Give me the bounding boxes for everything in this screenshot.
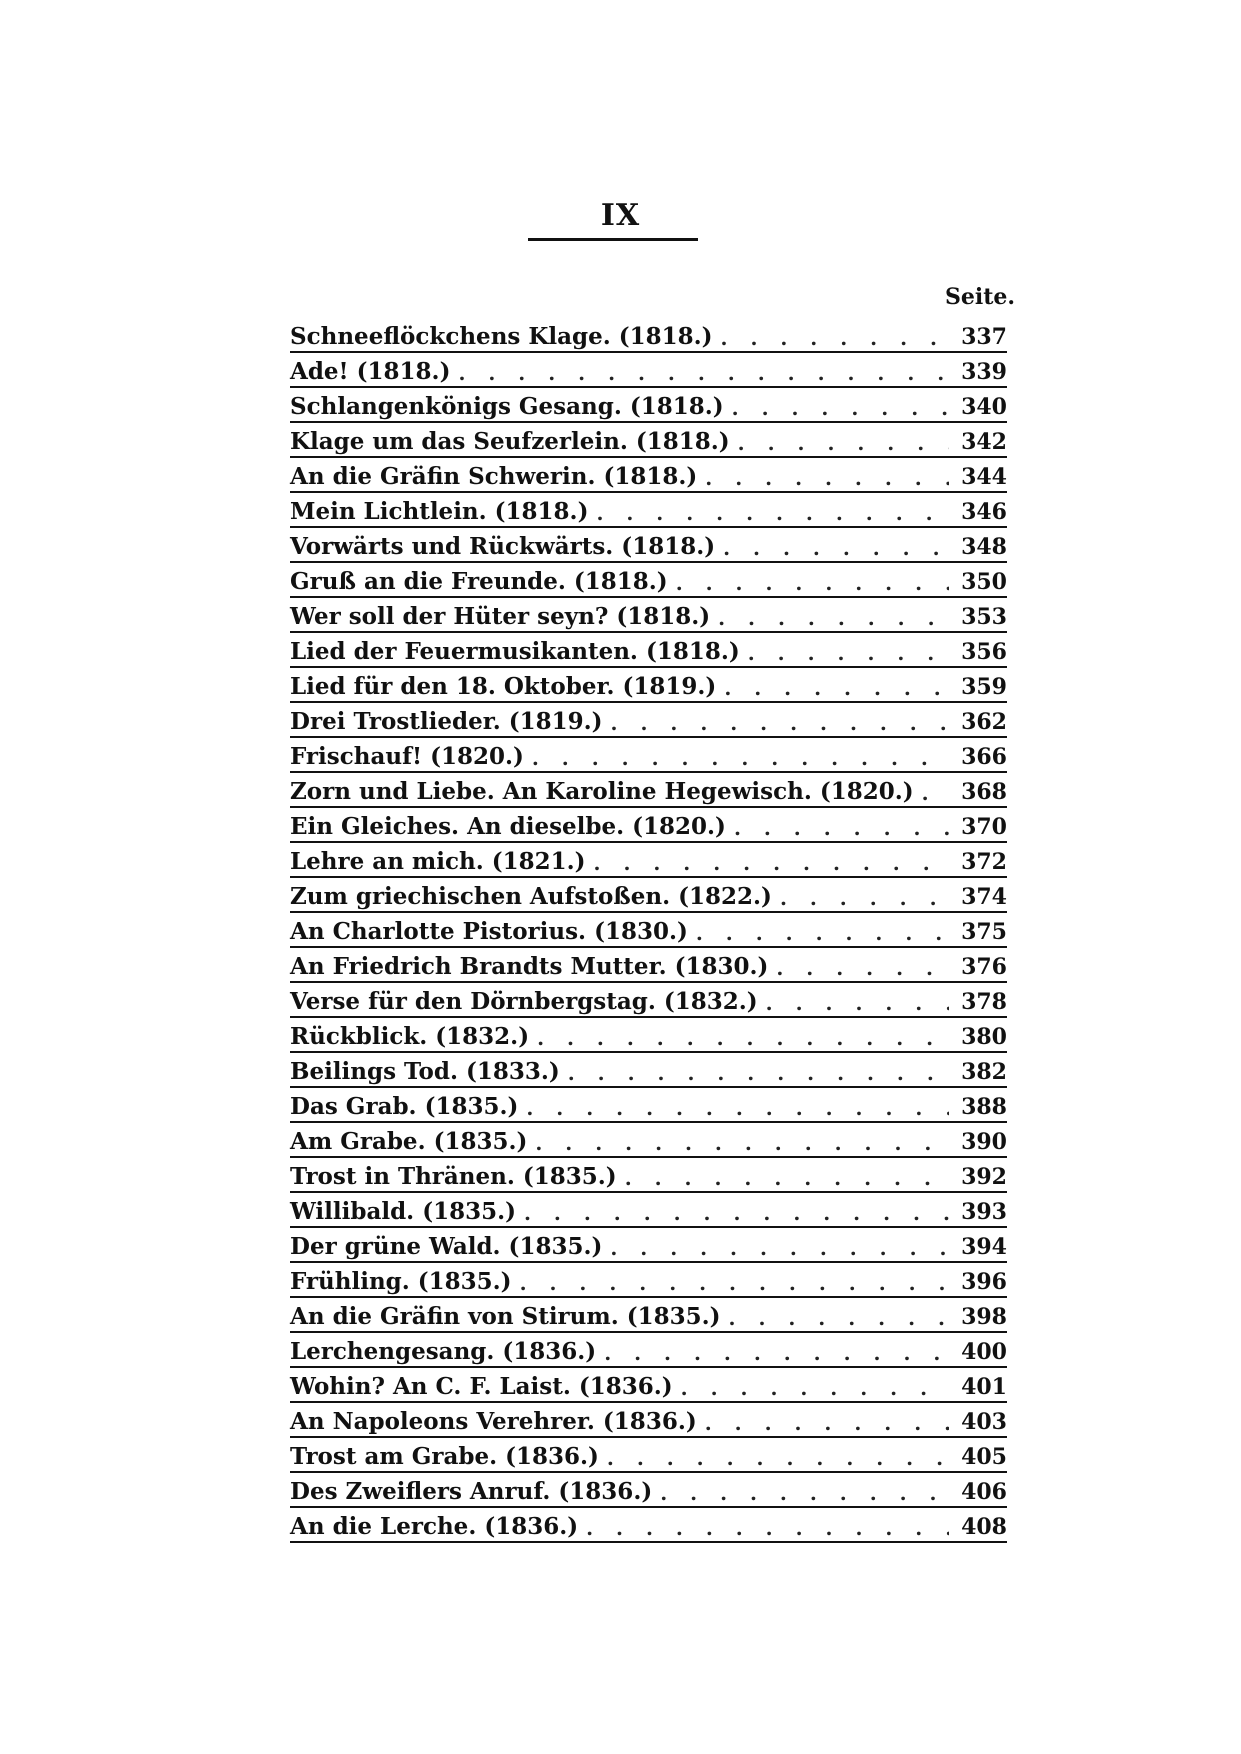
toc-entry-title: Frühling. (1835.)	[290, 1268, 512, 1295]
dot-leader	[660, 1483, 949, 1503]
toc-entry-title: Drei Trostlieder. (1819.)	[290, 708, 603, 735]
toc-entry	[290, 1438, 1007, 1473]
toc-entry	[290, 1333, 1007, 1368]
dot-leader	[922, 783, 949, 803]
toc-entry-title: Trost am Grabe. (1836.)	[290, 1443, 599, 1470]
toc-entry-page-number: 372	[961, 849, 1007, 875]
toc-entry-page-number: 356	[961, 639, 1007, 665]
dot-leader	[568, 1063, 949, 1083]
dot-leader	[611, 713, 949, 733]
dot-leader	[748, 643, 949, 663]
dot-leader	[729, 1308, 949, 1328]
toc-entry-title: Klage um das Seufzerlein. (1818.)	[290, 428, 730, 455]
toc-entry-page-number: 362	[961, 709, 1007, 735]
dot-leader	[732, 398, 949, 418]
toc-entry-page-number: 393	[961, 1199, 1007, 1225]
dot-leader	[520, 1273, 949, 1293]
toc-entry-page-number: 396	[961, 1269, 1007, 1295]
toc-entry-title: Zorn und Liebe. An Karoline Hegewisch. (1820.)	[290, 778, 914, 805]
dot-leader	[610, 1238, 949, 1258]
toc-entry-page-number: 390	[961, 1129, 1007, 1155]
toc-entry	[290, 1193, 1007, 1228]
toc-entry-page-number: 378	[961, 989, 1007, 1015]
toc-entry-page-number: 388	[961, 1094, 1007, 1120]
toc-entry-title: Verse für den Dörnbergstag. (1832.)	[290, 988, 758, 1015]
toc-entry-title: Vorwärts und Rückwärts. (1818.)	[290, 533, 716, 560]
toc-entry	[290, 1158, 1007, 1193]
dot-leader	[696, 923, 949, 943]
dot-leader	[607, 1448, 949, 1468]
toc-entry	[290, 1018, 1007, 1053]
toc-entry	[290, 1123, 1007, 1158]
toc-entry-page-number: 366	[961, 744, 1007, 770]
toc-entry-title: Wer soll der Hüter seyn? (1818.)	[290, 603, 711, 630]
toc-entry	[290, 1228, 1007, 1263]
toc-entry	[290, 318, 1007, 353]
toc-entry-title: An die Lerche. (1836.)	[290, 1513, 579, 1540]
toc-entry-title: An die Gräfin Schwerin. (1818.)	[290, 463, 698, 490]
toc-entry-page-number: 339	[961, 359, 1007, 385]
toc-entry	[290, 1473, 1007, 1508]
toc-entry-title: An Charlotte Pistorius. (1830.)	[290, 918, 688, 945]
dot-leader	[780, 888, 949, 908]
toc-entry-title: An Friedrich Brandts Mutter. (1830.)	[290, 953, 769, 980]
toc-entry-title: Ein Gleiches. An dieselbe. (1820.)	[290, 813, 726, 840]
toc-entry-title: Zum griechischen Aufstoßen. (1822.)	[290, 883, 772, 910]
toc-entry	[290, 948, 1007, 983]
toc-entry	[290, 633, 1007, 668]
toc-entry-title: An die Gräfin von Stirum. (1835.)	[290, 1303, 721, 1330]
toc-entry-title: Frischauf! (1820.)	[290, 743, 524, 770]
toc-entry-page-number: 348	[961, 534, 1007, 560]
toc-entry-page-number: 408	[961, 1514, 1007, 1540]
toc-entry	[290, 353, 1007, 388]
page-number: IX	[600, 198, 641, 233]
toc-entry	[290, 528, 1007, 563]
dot-leader	[705, 1413, 949, 1433]
dot-leader	[537, 1028, 949, 1048]
toc-entry-page-number: 368	[961, 779, 1007, 805]
toc-entry-page-number: 392	[961, 1164, 1007, 1190]
dot-leader	[681, 1378, 949, 1398]
toc-entry-title: Lied für den 18. Oktober. (1819.)	[290, 673, 717, 700]
toc-entry	[290, 423, 1007, 458]
toc-entry	[290, 1368, 1007, 1403]
toc-entry-title: Rückblick. (1832.)	[290, 1023, 530, 1050]
dot-leader	[718, 608, 949, 628]
dot-leader	[738, 433, 949, 453]
dot-leader	[526, 1098, 949, 1118]
toc-entry	[290, 493, 1007, 528]
toc-entry-page-number: 346	[961, 499, 1007, 525]
dot-leader	[625, 1168, 949, 1188]
toc-entry-page-number: 394	[961, 1234, 1007, 1260]
dot-leader	[734, 818, 949, 838]
dot-leader	[721, 328, 949, 348]
toc-entry-page-number: 370	[961, 814, 1007, 840]
toc-entry-title: Lerchengesang. (1836.)	[290, 1338, 597, 1365]
toc-entry	[290, 563, 1007, 598]
toc-entry	[290, 1088, 1007, 1123]
toc-entry-title: Schneeflöckchens Klage. (1818.)	[290, 323, 713, 350]
toc-entry-title: Der grüne Wald. (1835.)	[290, 1233, 603, 1260]
dot-leader	[594, 853, 949, 873]
toc-entry-title: Trost in Thränen. (1835.)	[290, 1163, 617, 1190]
toc-entry	[290, 913, 1007, 948]
toc-entry-page-number: 375	[961, 919, 1007, 945]
dot-leader	[532, 748, 949, 768]
toc-entry-title: Am Grabe. (1835.)	[290, 1128, 528, 1155]
toc-entry	[290, 1403, 1007, 1438]
toc-entry-title: Beilings Tod. (1833.)	[290, 1058, 560, 1085]
toc-entry	[290, 668, 1007, 703]
toc-entry-page-number: 353	[961, 604, 1007, 630]
toc-entry-title: Willibald. (1835.)	[290, 1198, 516, 1225]
toc-entry-title: Lied der Feuermusikanten. (1818.)	[290, 638, 740, 665]
toc-entry-page-number: 342	[961, 429, 1007, 455]
table-of-contents	[290, 318, 1007, 1543]
toc-entry-page-number: 350	[961, 569, 1007, 595]
toc-entry-page-number: 401	[961, 1374, 1007, 1400]
toc-entry	[290, 598, 1007, 633]
toc-entry	[290, 808, 1007, 843]
dot-leader	[723, 538, 949, 558]
toc-entry-page-number: 400	[961, 1339, 1007, 1365]
toc-entry	[290, 458, 1007, 493]
toc-entry-page-number: 344	[961, 464, 1007, 490]
toc-entry	[290, 773, 1007, 808]
dot-leader	[535, 1133, 949, 1153]
toc-entry-page-number: 403	[961, 1409, 1007, 1435]
toc-entry-title: Des Zweiflers Anruf. (1836.)	[290, 1478, 653, 1505]
toc-entry-page-number: 376	[961, 954, 1007, 980]
toc-entry-title: An Napoleons Verehrer. (1836.)	[290, 1408, 697, 1435]
toc-entry-page-number: 382	[961, 1059, 1007, 1085]
toc-entry-page-number: 340	[961, 394, 1007, 420]
toc-entry	[290, 738, 1007, 773]
dot-leader	[676, 573, 949, 593]
toc-entry-page-number: 337	[961, 324, 1007, 350]
toc-entry	[290, 843, 1007, 878]
toc-entry-title: Schlangenkönigs Gesang. (1818.)	[290, 393, 724, 420]
dot-leader	[604, 1343, 949, 1363]
toc-entry	[290, 983, 1007, 1018]
toc-entry-title: Ade! (1818.)	[290, 358, 451, 385]
dot-leader	[524, 1203, 949, 1223]
toc-entry-page-number: 398	[961, 1304, 1007, 1330]
dot-leader	[724, 678, 949, 698]
dot-leader	[458, 363, 949, 383]
column-header-seite: Seite.	[945, 284, 1016, 310]
toc-entry	[290, 1263, 1007, 1298]
toc-entry-page-number: 405	[961, 1444, 1007, 1470]
dot-leader	[586, 1518, 949, 1538]
toc-entry	[290, 1053, 1007, 1088]
dot-leader	[596, 503, 949, 523]
toc-entry-title: Lehre an mich. (1821.)	[290, 848, 586, 875]
toc-entry	[290, 703, 1007, 738]
toc-entry-page-number: 374	[961, 884, 1007, 910]
page-number-rule	[528, 238, 698, 241]
toc-entry	[290, 1508, 1007, 1543]
toc-entry-title: Das Grab. (1835.)	[290, 1093, 519, 1120]
toc-entry-title: Wohin? An C. F. Laist. (1836.)	[290, 1373, 673, 1400]
toc-entry	[290, 388, 1007, 423]
toc-entry	[290, 1298, 1007, 1333]
toc-entry	[290, 878, 1007, 913]
dot-leader	[766, 993, 949, 1013]
toc-entry-page-number: 380	[961, 1024, 1007, 1050]
dot-leader	[776, 958, 949, 978]
dot-leader	[705, 468, 949, 488]
toc-entry-page-number: 406	[961, 1479, 1007, 1505]
toc-entry-title: Mein Lichtlein. (1818.)	[290, 498, 589, 525]
toc-entry-title: Gruß an die Freunde. (1818.)	[290, 568, 668, 595]
toc-entry-page-number: 359	[961, 674, 1007, 700]
